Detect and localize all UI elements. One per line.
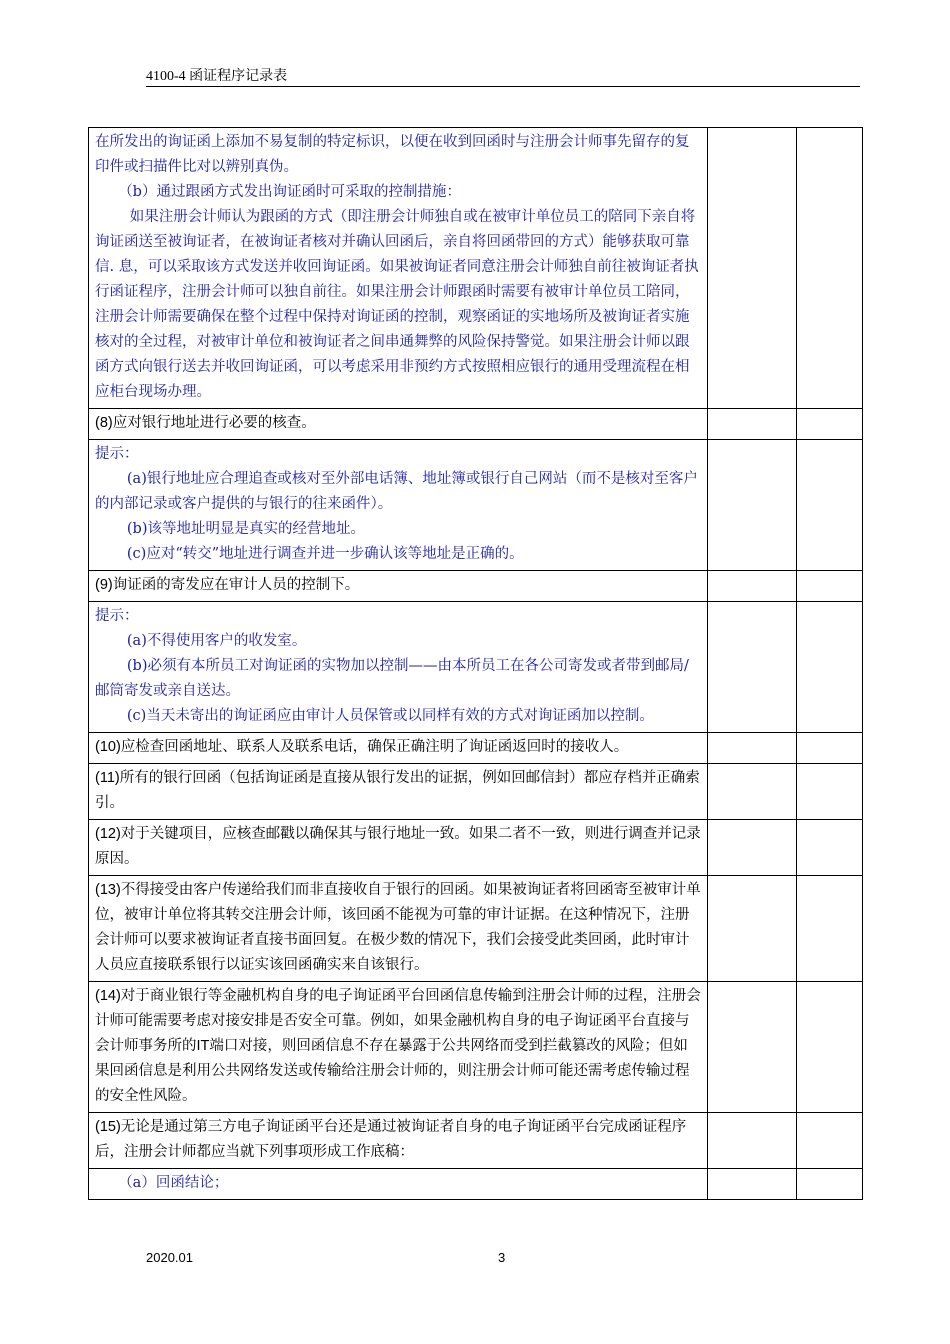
- execution-cell[interactable]: [708, 733, 797, 764]
- procedure-paragraph: (b)该等地址明显是真实的经营地址。: [126, 521, 365, 537]
- table-row: [89, 764, 863, 820]
- index-cell[interactable]: [797, 1113, 863, 1169]
- procedure-paragraph: (8)应对银行地址进行必要的核查。: [95, 415, 316, 431]
- execution-cell[interactable]: [708, 1113, 797, 1169]
- procedure-paragraph: (c)当天未寄出的询证函应由审计人员保管或以同样有效的方式对询证函加以控制。: [126, 708, 654, 724]
- procedure-paragraph: 在所发出的询证函上添加不易复制的特定标识，以便在收到回函时与注册会计师事先留存的复印件或扫描件比对以辨别真伪。: [95, 134, 690, 175]
- index-cell[interactable]: [797, 733, 863, 764]
- procedure-paragraph: (12)对于关键项目，应核查邮戳以确保其与银行地址一致。如果二者不一致，则进行调查并记录原因。: [95, 826, 701, 867]
- procedure-text-cell: [89, 876, 708, 982]
- page-header: [146, 66, 860, 87]
- procedure-paragraph: (14)对于商业银行等金融机构自身的电子询证函平台回函信息传输到注册会计师的过程，注册会计师可能需要考虑对接安排是否安全可靠。例如，如果金融机构自身的电子询证函平台直接与会计师事务所的IT端口对接，则回函信息不存在暴露于公共网络而受到拦截篡改的风险；但如果回函信息是利用公共网络发送或传输给注册会计师的，则注册会计师可能还需考虑传输过程的安全性风险。: [95, 988, 701, 1104]
- procedure-text-cell: [89, 440, 708, 571]
- procedure-text-cell: [89, 1113, 708, 1169]
- index-cell[interactable]: [797, 820, 863, 876]
- index-cell[interactable]: [797, 128, 863, 409]
- table-row: [89, 876, 863, 982]
- table-row: [89, 571, 863, 602]
- execution-cell[interactable]: [708, 876, 797, 982]
- table-row: [89, 409, 863, 440]
- procedure-paragraph: （b）通过跟函方式发出询证函时可采取的控制措施：: [118, 184, 461, 200]
- index-cell[interactable]: [797, 440, 863, 571]
- table-row: [89, 128, 863, 409]
- procedure-paragraph: 提示：: [95, 608, 139, 624]
- index-cell[interactable]: [797, 602, 863, 733]
- procedure-text-cell: [89, 1169, 708, 1200]
- execution-cell[interactable]: [708, 602, 797, 733]
- table-row: [89, 1113, 863, 1169]
- procedure-text-cell: [89, 128, 708, 409]
- procedure-paragraph: (c)应对“转交”地址进行调查并进一步确认该等地址是正确的。: [126, 546, 524, 562]
- procedure-paragraph: (13)不得接受由客户传递给我们而非直接收自于银行的回函。如果被询证者将回函寄至被审计单位，被审计单位将其转交注册会计师，该回函不能视为可靠的审计证据。在这种情况下，注册会计师可以要求被询证者直接书面回复。在极少数的情况下，我们会接受此类回函，此时审计人员应直接联系银行以证实该回函确实来自该银行。: [95, 882, 701, 973]
- index-cell[interactable]: [797, 1169, 863, 1200]
- procedure-paragraph: (9)询证函的寄发应在审计人员的控制下。: [95, 577, 360, 593]
- table-row: [89, 982, 863, 1113]
- table-row: [89, 440, 863, 571]
- execution-cell[interactable]: [708, 571, 797, 602]
- procedure-paragraph: (a)不得使用客户的收发室。: [126, 633, 307, 649]
- execution-cell[interactable]: [708, 764, 797, 820]
- procedure-paragraph: (a)银行地址应合理追查或核对至外部电话簿、地址簿或银行自己网站（而不是核对至客户的内部记录或客户提供的与银行的往来函件）。: [95, 471, 698, 512]
- index-cell[interactable]: [797, 764, 863, 820]
- procedure-paragraph: (10)应检查回函地址、联系人及联系电话，确保正确注明了询证函返回时的接收人。: [95, 739, 629, 755]
- table-row: [89, 733, 863, 764]
- execution-cell[interactable]: [708, 128, 797, 409]
- procedure-paragraph: （a）回函结论；: [118, 1175, 229, 1191]
- index-cell[interactable]: [797, 409, 863, 440]
- procedure-paragraph: (11)所有的银行回函（包括询证函是直接从银行发出的证据，例如回邮信封）都应存档并正确索引。: [95, 770, 700, 811]
- index-cell[interactable]: [797, 982, 863, 1113]
- table-row: [89, 1169, 863, 1200]
- procedure-paragraph: 如果注册会计师认为跟函的方式（即注册会计师独自或在被审计单位员工的陪同下亲自将询证函送至被询证者，在被询证者核对并确认回函后，亲自将回函带回的方式）能够获取可靠信. 息，可以采取该方式发送并收回询证函。如果被询证者同意注册会计师独自前往被询证者执行函证程序，注册会计师可以独自前往。如果注册会计师跟函时需要有被审计单位员工陪同，注册会计师需要确保在整个过程中保持对询证函的控制，观察函证的实地场所及被询证者实施核对的全过程，对被审计单位和被询证者之间串通舞弊的风险保持警觉。如果注册会计师以跟函方式向银行送去并收回询证函，可以考虑采用非预约方式按照相应银行的通用受理流程在相应柜台现场办理。: [95, 209, 699, 400]
- procedure-text-cell: [89, 733, 708, 764]
- execution-cell[interactable]: [708, 409, 797, 440]
- procedure-text-cell: [89, 602, 708, 733]
- execution-cell[interactable]: [708, 820, 797, 876]
- procedure-text-cell: [89, 571, 708, 602]
- procedure-paragraph: (b)必须有本所员工对询证函的实物加以控制——由本所员工在各公司寄发或者带到邮局/邮筒寄发或亲自送达。: [95, 658, 689, 699]
- execution-cell[interactable]: [708, 982, 797, 1113]
- procedure-paragraph: 提示：: [95, 446, 139, 462]
- procedure-table-body: [89, 128, 863, 1200]
- execution-cell[interactable]: [708, 1169, 797, 1200]
- footer-date: 2020.01: [146, 1250, 193, 1265]
- index-cell[interactable]: [797, 571, 863, 602]
- procedure-table: [88, 127, 863, 1200]
- table-row: [89, 820, 863, 876]
- index-cell[interactable]: [797, 876, 863, 982]
- procedure-text-cell: [89, 764, 708, 820]
- procedure-text-cell: [89, 982, 708, 1113]
- procedure-text-cell: [89, 820, 708, 876]
- table-row: [89, 602, 863, 733]
- execution-cell[interactable]: [708, 440, 797, 571]
- footer-page-number: 3: [498, 1250, 506, 1265]
- header-title: 4100-4 函证程序记录表: [146, 69, 288, 84]
- procedure-paragraph: (15)无论是通过第三方电子询证函平台还是通过被询证者自身的电子询证函平台完成函证程序后，注册会计师都应当就下列事项形成工作底稿：: [95, 1119, 687, 1160]
- procedure-text-cell: [89, 409, 708, 440]
